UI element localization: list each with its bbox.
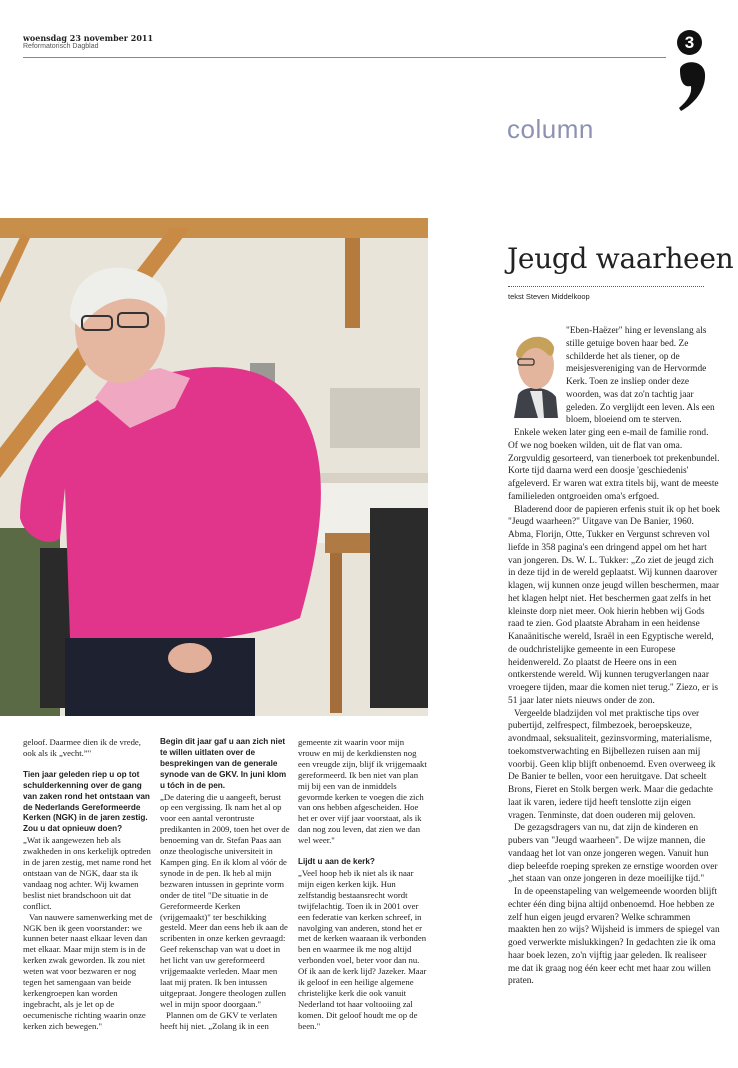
interview-paragraph: „Wat ik aangewezen heb als zwakheden in ons kerkelijk optreden in de jaren zestig, met name rond het ontstaan van de NGK, daar sta ik vandaag nog achter. Wij kwamen beslist niet brandschoon uit dat conflict.: [23, 835, 152, 911]
dotted-divider: [508, 286, 704, 287]
interview-column-3: [298, 737, 428, 1032]
interview-paragraph: geloof. Daarmee dien ik de vrede, ook als ik „vecht.”": [23, 737, 141, 758]
interview-paragraph: „De datering die u aangeeft, berust op een vergissing. Ik nam het al op voor een aantal verontruste predikanten in 2009, toen het over de benoeming van dr. Stefan Paas aan onze theologische universiteit in Kampen ging. En ik klom al vóór de synode in de pen. Ik heb al mijn bezwaren intussen in geprinte vorm onder de titel "De situatie in de Gereformeerde Kerken (vrijgemaakt)" ter beschikking gesteld. Meer dan eens heb ik aan de scribenten in onze kerken gevraagd: Geef rekenschap van wat u doet in het licht van uw gereformeerd vrijgemaakte verleden. Maar men laat mij praten. Ik ben intussen uitgepraat. Jongere theologen zullen wel in mijn spoor doorgaan.": [160, 791, 290, 1009]
interview-paragraph: Plannen om de GKV te verlaten heeft hij niet. „Zolang ik in een: [160, 1009, 278, 1031]
newspaper-name: Reformatorisch Dagblad: [23, 43, 99, 50]
interview-question: Begin dit jaar gaf u aan zich niet te willen uitlaten over de besprekingen van de generale synode van de GKV. In juni klom u tóch in de pen.: [160, 737, 287, 790]
interview-question: Lijdt u aan de kerk?: [298, 857, 375, 867]
interview-paragraph: gemeente zit waarin voor mijn vrouw en mij de kerkdiensten nog een vreugde zijn, blijf ik vrijgemaakt gereformeerd. Ik ben niet van plan mij bij een van de inmiddels gevormde kerken te voegen die zich van ons hebben afgescheiden. Hoe het er over vijf jaar voorstaat, als ik dan nog zou leven, dat zien we dan wel weer.": [298, 737, 427, 846]
column-paragraph: In de opeenstapeling van welgemeende woorden blijft echter één ding bijna altijd onbenoemd. Hoe hebben ze zelf hun eigen jeugd ervaren? Welke schrammen maakten hen zo wijs? Wijsheid is immers de spiegel van goed verwerkte mislukkingen? In gedachten zie ik oma haar boek lezen, zo'n vijftig jaar geleden. Ik realiseer me dat ik graag nog één keer echt met haar zou willen praten.: [508, 887, 720, 987]
interview-column-2: [160, 737, 290, 1031]
column-paragraph: Enkele weken later ging een e-mail de familie rond. Of we nog boeken wilden, uit de flat van oma. Zorgvuldig gesorteerd, van tienerboek tot prekenbundel. Korte tijd daarna werd een doosje 'geschiedenis' afgeleverd. Er waren wat extra titels bij, want de meeste familieleden ontgroeiden oma's erfgoed.: [508, 428, 720, 502]
column-headline: Jeugd waarheen: [507, 242, 734, 275]
interview-question: Tien jaar geleden riep u op tot schulderkenning over de gang van zaken rond het ontstaan van de Nederlands Gereformeerde Kerken (NGK) in de jaren zestig. Zou u dat opnieuw doen?: [23, 769, 150, 834]
column-paragraph: Bladerend door de papieren erfenis stuit ik op het boek "Jeugd waarheen?" Uitgave van De Banier, 1960. Abma, Florijn, Otte, Tukker en Vergunst schreven vol liefde in 358 pagina's een dringend appel om het hart van jongeren. Ds. W. L. Tukker: „Zo ziet de jeugd zich in deze tijd in de wereld geplaatst. Wij kunnen daarover klagen, wij kunnen onze jeugd willen beschermen, maar het klagen helpt niet. Het beschermen gaat zelfs in het kleinste dorp niet meer. Ook hierin hebben wij Gods raad te zien. God plaatste Abraham in een heidense Kanaänitische wereld, Israël in een Egyptische wereld, de oudchristelijke gemeente in een Europese heidenwereld. Zo plaatst de Heere ons in een ontkerstende wereld. Wij kunnen terugverlangen naar vroegere tijden, maar die komen niet terug." Ziezo, er is 51 jaar later niets nieuws onder de zon.: [508, 504, 720, 706]
page-number-badge: 3: [677, 30, 702, 55]
interview-paragraph: „Veel hoop heb ik niet als ik naar mijn eigen kerken kijk. Hun zelfstandig bestaansrecht wordt twijfelachtig. Toen ik in 2001 over een federatie van kerken schreef, in navolging van anderen, stond het er met de kerken waaraan ik verbonden ben en waarmee ik me nog altijd verbonden voel, beter voor dan nu. Of ik aan de kerk lijd? Jazeker. Maar ik geloof in een heilige algemene christelijke kerk die ook vanuit Nederland tot haar voltooiing zal komen. Dit geloof houdt me op de been.": [298, 867, 427, 1031]
interview-photo: [0, 218, 428, 716]
column-body: [508, 325, 720, 988]
comma-logo-icon: [674, 56, 710, 112]
column-paragraph: De gezagsdragers van nu, dat zijn de kinderen en pubers van "Jeugd waarheen". De wijze mannen, die vandaag het lot van onze jongeren wegen. Vanuit hun diep beleefde roeping spreken ze ernstige woorden over „het staan van onze jongeren in deze moeilijke tijd.": [508, 823, 718, 885]
column-paragraph: Vergeelde bladzijden vol met praktische tips over pubertijd, zelfrespect, filmbezoek, beroepskeuze, avondmaal, seksualiteit, gezinsvorming, materialisme, toekomstverwachting en Bijbellezen ruisen aan mij voorbij. Geen klip blijft onbenoemd. Even overweeg ik De Banier te bellen, voor een heruitgave. Dat scheelt Brons, Fieret en Stolk bergen werk. Maar die gedachte laat ik varen, iedere tijd heeft tenslotte zijn eigen vragen. Tenminste, dat doen ouderen mij geloven.: [508, 708, 716, 821]
section-label: column: [507, 114, 594, 144]
header-divider: [23, 57, 666, 58]
interview-paragraph: Van nauwere samenwerking met de NGK ben ik geen voorstander: we kunnen beter naast elkaar leven dan met elkaar. Maar mijn stem is in de kerken zwak geworden. Ik zou niet weten wat voor bezwaren er nog tegen het samengaan van beide kerkengroepen kan worden ingebracht, als je let op de oecumenische richting waarin onze kerken zich bewegen.": [23, 911, 153, 1031]
column-paragraph: "Eben-Haëzer" hing er levenslang als stille getuige boven haar bed. Ze schilderde het als tiener, op de meisjesvereniging van de Hervormde Kerk. Toen ze insliep onder deze woorden, was dat zo'n tachtig jaar geleden. Zo verglijdt een leven. Als een bloem, bloeiend om te sterven.: [566, 326, 715, 426]
byline: tekst Steven Middelkoop: [508, 292, 590, 301]
issue-date: woensdag 23 november 2011: [23, 33, 154, 43]
author-portrait: [508, 325, 558, 418]
interview-column-1: [23, 737, 153, 1032]
